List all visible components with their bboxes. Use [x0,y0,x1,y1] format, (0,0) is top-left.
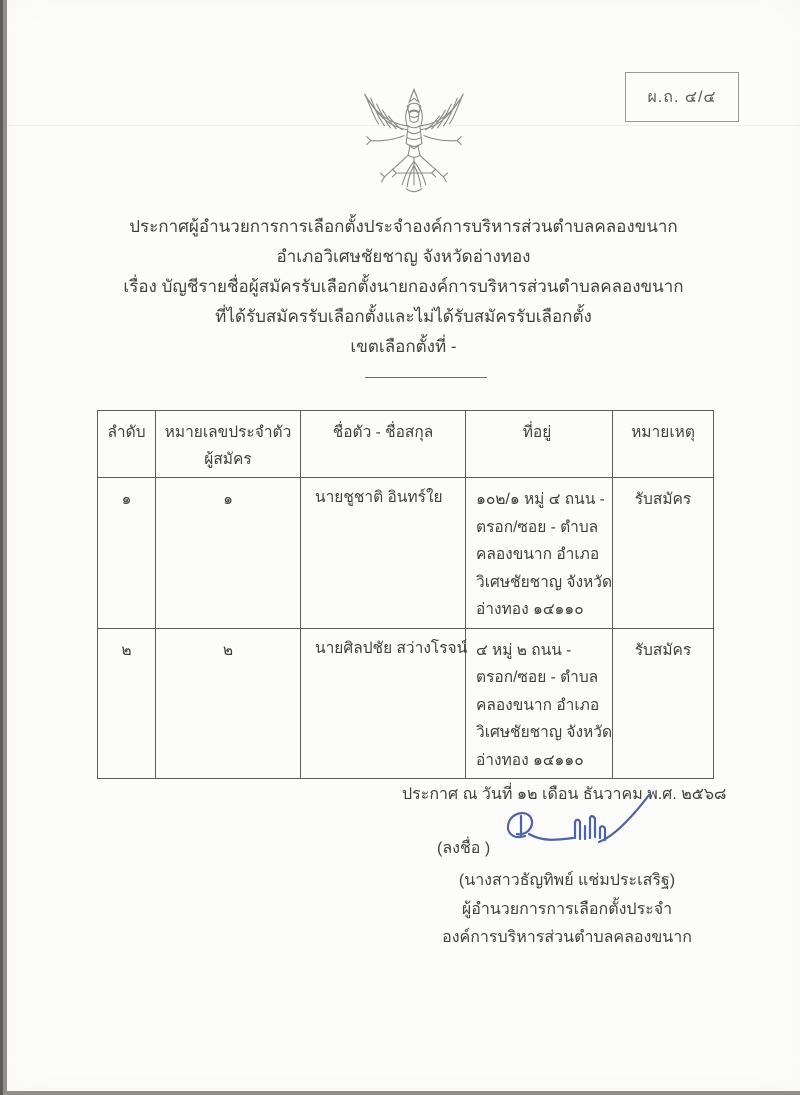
header-candidate-number-line1: หมายเลขประจำตัว [164,424,292,441]
row1-number: ๑ [156,478,301,629]
form-number-box [625,72,739,122]
row2-address-line: ตรอก/ซอย - ตำบล [476,669,599,686]
row1-address [466,478,613,629]
row2-remark: รับสมัคร [613,628,714,779]
header-candidate-number-line2: ผู้สมัคร [204,451,252,468]
title-line-4: ที่ได้รับสมัครรับเลือกตั้งและไม่ได้รับสมัครรับเลือกตั้ง [215,307,592,326]
announcement-date: ประกาศ ณ วันที่ ๑๒ เดือน ธันวาคม พ.ศ. ๒๕๖๘ [402,786,727,803]
garuda-emblem-icon [355,86,473,200]
row2-number: ๒ [156,628,301,779]
table-header-row [98,411,714,478]
row1-address-line: วิเศษชัยชาญ จังหวัด [476,573,613,591]
form-number-label: ผ.ถ. ๔/๔ [647,88,717,106]
row2-address-line: อ่างทอง ๑๔๑๑๐ [476,751,584,769]
header-name: ชื่อตัว - ชื่อสกุล [301,411,466,478]
table-row [98,628,714,779]
header-remark: หมายเหตุ [613,411,714,478]
row1-address-line: ตรอก/ซอย - ตำบล [476,518,599,536]
row2-address [466,628,613,779]
table-row [98,478,714,629]
row1-name [301,478,466,629]
row1-name-text: นายชูชาติ อินทร์ใย [315,489,443,506]
title-line-3: เรื่อง บัญชีรายชื่อผู้สมัครรับเลือกตั้งนายกองค์การบริหารส่วนตำบลคลองขนาก [123,277,684,296]
row2-order: ๒ [98,628,156,779]
title-line-2: อำเภอวิเศษชัยชาญ จังหวัดอ่างทอง [276,247,531,266]
signer-name: (นางสาวธัญทิพย์ แช่มประเสริฐ) [458,872,676,889]
scan-edge [0,0,3,1095]
row1-address-line: อ่างทอง ๑๔๑๑๐ [476,601,584,618]
title-line-5: เขตเลือกตั้งที่ - [350,337,457,356]
row2-address-line: วิเศษชัยชาญ จังหวัด [476,724,613,741]
signer-title-line2: องค์การบริหารส่วนตำบลคลองขนาก [442,929,692,946]
signer-title-line1: ผู้อำนวยการการเลือกตั้งประจำ [461,901,673,918]
row2-name-text: นายศิลปชัย สว่างโรจน์ [315,639,468,657]
row2-address-line: คลองขนาก อำเภอ [476,696,600,714]
divider-line [365,377,487,378]
signature-ink-icon [495,792,657,864]
row2-name [301,628,466,779]
header-address: ที่อยู่ [466,411,613,478]
title-line-1: ประกาศผู้อำนวยการการเลือกตั้งประจำองค์การบริหารส่วนตำบลคลองขนาก [129,217,678,236]
document-page [7,0,800,1091]
row1-address-line: คลองขนาก อำเภอ [476,546,600,563]
header-order: ลำดับ [98,411,156,478]
row1-order: ๑ [98,478,156,629]
candidates-table [97,410,714,779]
header-candidate-number [156,411,301,478]
row2-address-line: ๔ หมู่ ๒ ถนน - [476,641,572,659]
sign-label: (ลงชื่อ ) [437,840,491,857]
row1-address-line: ๑๐๒/๑ หมู่ ๔ ถนน - [476,491,605,508]
row1-remark: รับสมัคร [613,478,714,629]
document-title-block [7,212,800,362]
